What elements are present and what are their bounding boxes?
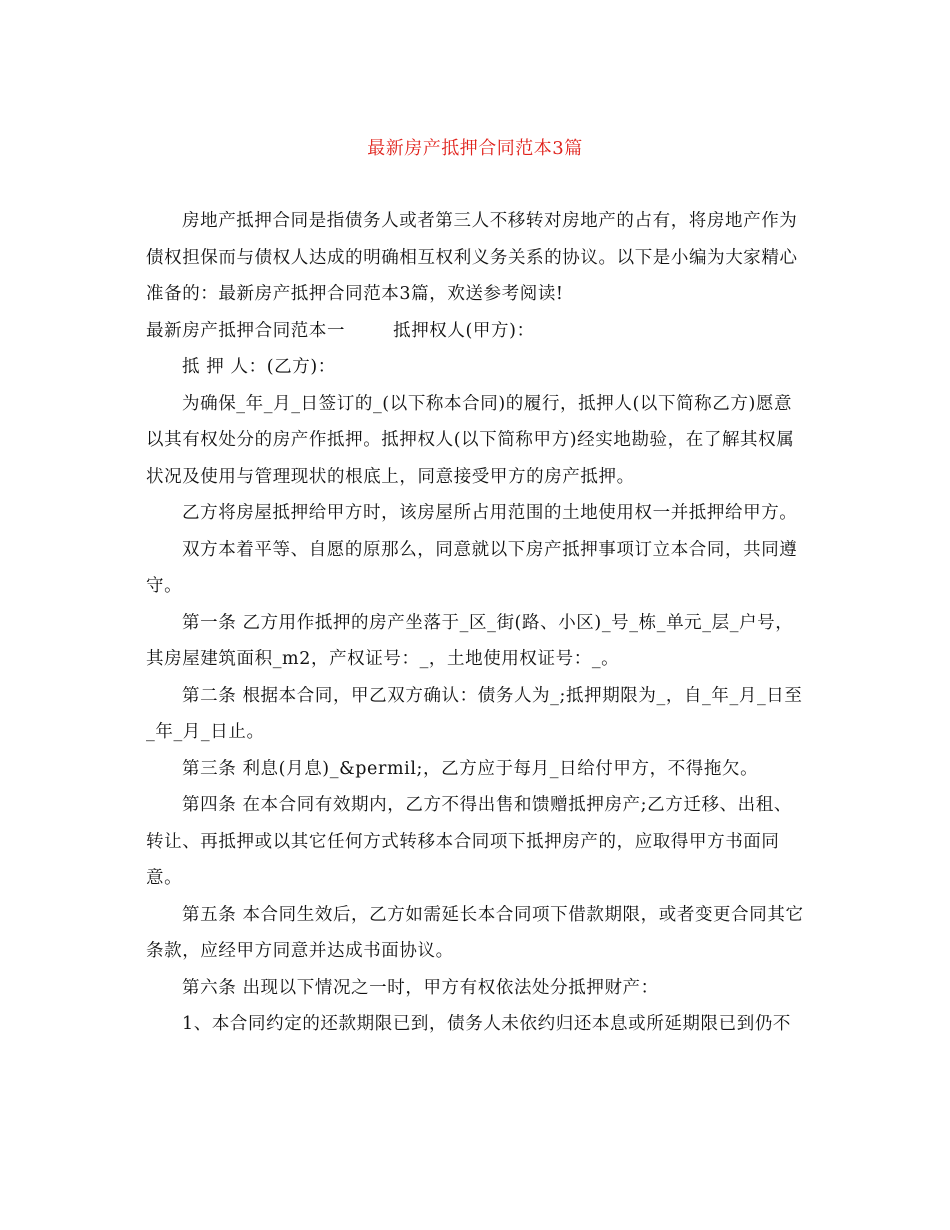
mortgagor-value: ：(乙方)： — [248, 357, 336, 377]
mortgagee-line: 抵押权人(甲方)： — [393, 320, 535, 341]
article-1: 第一条 乙方用作抵押的房产坐落于_区_街(路、小区)_号_栋_单元_层_户号，其房屋建筑面积_m2，产权证号：_，土地使用权证号：_。 — [146, 612, 794, 669]
paragraph-agreement: 双方本着平等、自愿的原那么，同意就以下房产抵押事项订立本合同，共同遵守。 — [146, 539, 798, 596]
section-heading: 最新房产抵押合同范本一 — [146, 320, 346, 341]
mortgagor-line — [146, 349, 808, 386]
article-5: 第五条 本合同生效后，乙方如需延长本合同项下借款期限，或者变更合同其它条款，应经甲方同意并达成书面协议。 — [146, 904, 804, 961]
article-3: 第三条 利息(月息)_&permil;，乙方应于每月_日给付甲方，不得拖欠。 — [182, 758, 759, 779]
paragraph-land-use: 乙方将房屋抵押给甲方时，该房屋所占用范围的土地使用权一并抵押给甲方。 — [182, 503, 798, 523]
article-2: 第二条 根据本合同，甲乙双方确认：债务人为_;抵押期限为_，自_年_月_日至_年_月_日止。 — [146, 685, 803, 742]
article-4: 第四条 在本合同有效期内，乙方不得出售和馈赠抵押房产;乙方迁移、出租、转让、再抵押或以其它任何方式转移本合同项下抵押房产的，应取得甲方书面同意。 — [146, 795, 792, 888]
section-heading-line — [146, 313, 808, 350]
intro-paragraph: 房地产抵押合同是指债务人或者第三人不移转对房地产的占有，将房地产作为债权担保而与债权人达成的明确相互权利义务关系的协议。以下是小编为大家精心准备的：最新房产抵押合同范本3篇，欢送参考阅读! — [146, 211, 798, 304]
article-6: 第六条 出现以下情况之一时，甲方有权依法处分抵押财产： — [182, 977, 659, 998]
paragraph-purpose: 为确保_年_月_日签订的_(以下称本合同)的履行，抵押人(以下简称乙方)愿意以其有权处分的房产作抵押。抵押权人(以下简称甲方)经实地勘验，在了解其权属状况及使用与管理现状的根底上，同意接受甲方的房产抵押。 — [146, 393, 795, 487]
article-6-item-1: 1、本合同约定的还款期限已到，债务人未依约归还本息或所延期限已到仍不 — [182, 1014, 792, 1034]
document-title: 最新房产抵押合同范本3篇 — [367, 138, 583, 159]
mortgagor-label: 抵 押 人 — [182, 357, 249, 377]
document-body — [146, 203, 808, 1043]
